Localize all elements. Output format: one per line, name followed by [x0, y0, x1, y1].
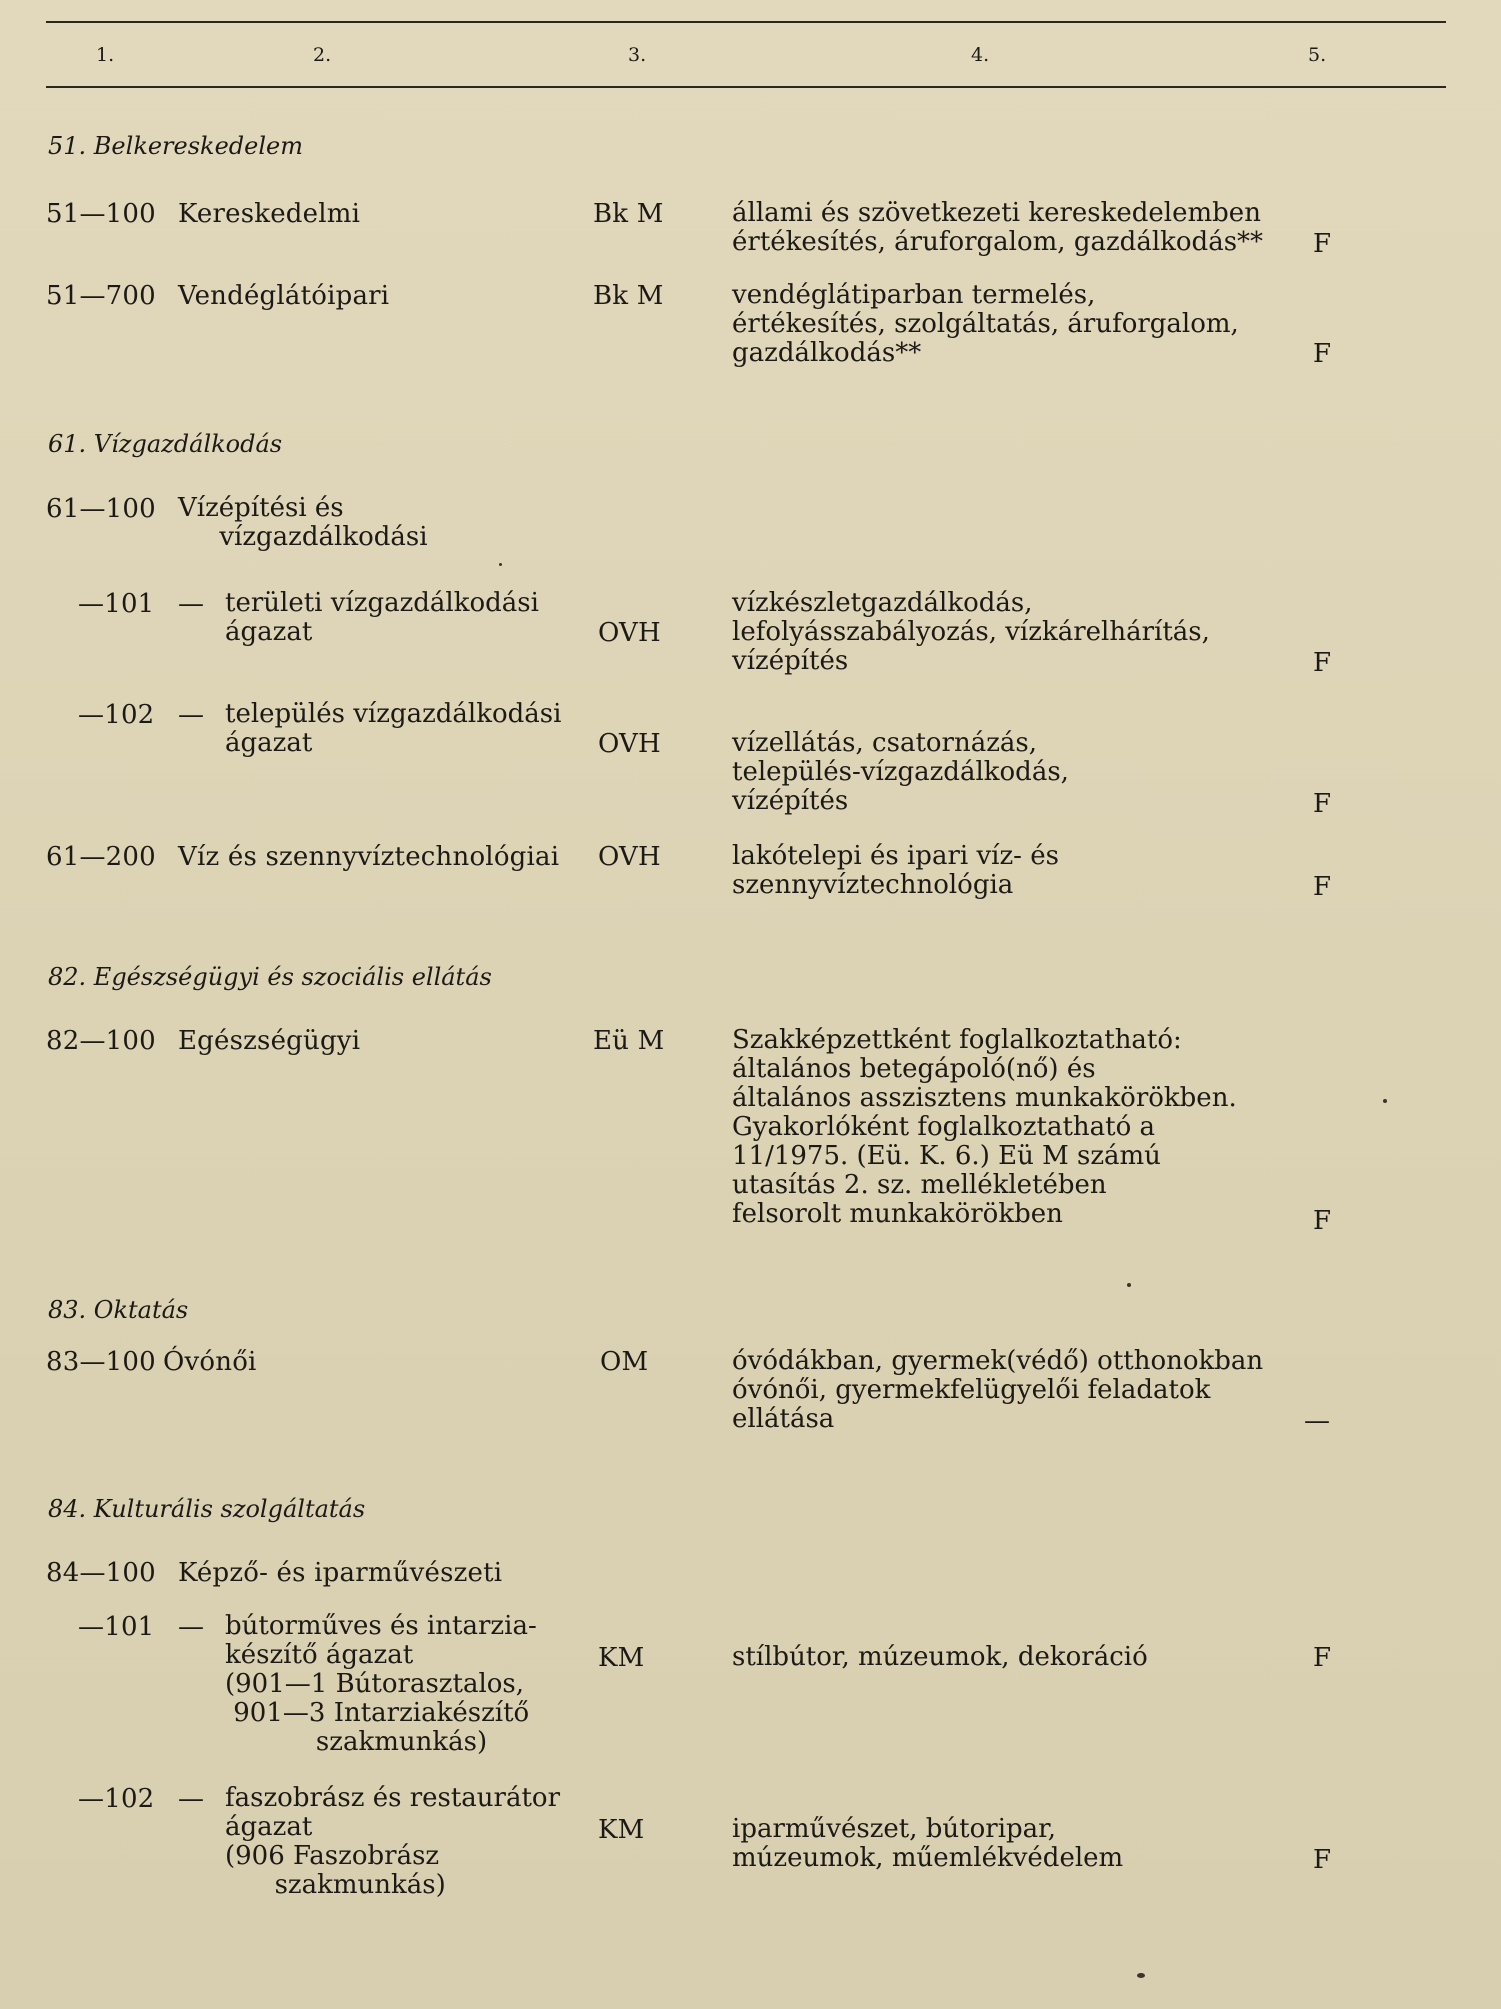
row-ministry: OM [600, 1347, 649, 1377]
row-description: iparművészet, bútoripar, múzeumok, műemlékvédelem [732, 1814, 1124, 1873]
row-name: Kereskedelmi [178, 199, 361, 229]
section-heading-82: 82. Egészségügyi és szociális ellátás [48, 963, 492, 991]
column-header-1: 1. [96, 44, 115, 66]
row-name: Víz és szennyvíztechnológiai [178, 842, 560, 872]
row-mark: F [1313, 1643, 1332, 1673]
row-name: Óvónői [163, 1347, 257, 1377]
row-ministry: Bk M [593, 199, 664, 229]
row-code: 84—100 [46, 1558, 156, 1588]
row-dash: — [178, 700, 205, 730]
row-code: —102 [78, 700, 155, 730]
row-description: vendéglátiparban termelés, értékesítés, szolgáltatás, áruforgalom, gazdálkodás** [732, 280, 1239, 368]
row-description: Szakképzettként foglalkoztatható: általános betegápoló(nő) és általános asszisztens munkakörökben. Gyakorlóként foglalkoztatható a 11/1975. (Eü. K. 6.) Eü M számú utasítás 2. sz. mellékletében felsorolt munkakörökben [732, 1025, 1237, 1229]
row-ministry: KM [598, 1815, 645, 1845]
row-ministry: OVH [598, 729, 661, 759]
header-bottom-rule [46, 86, 1446, 88]
row-code: —102 [78, 1784, 155, 1814]
row-ministry: OVH [598, 842, 661, 872]
column-header-2: 2. [313, 44, 332, 66]
row-code: 51—100 [46, 199, 156, 229]
scan-speck [499, 563, 502, 566]
row-ministry: OVH [598, 618, 661, 648]
row-description: óvódákban, gyermek(védő) otthonokban óvónői, gyermekfelügyelői feladatok ellátása [732, 1346, 1264, 1434]
column-header-5: 5. [1308, 44, 1327, 66]
row-mark: F [1313, 872, 1332, 902]
row-mark: F [1313, 648, 1332, 678]
section-heading-83: 83. Oktatás [48, 1296, 189, 1324]
section-heading-51: 51. Belkereskedelem [48, 132, 303, 160]
row-code: 82—100 [46, 1026, 156, 1056]
row-ministry: Bk M [593, 281, 664, 311]
column-header-4: 4. [971, 44, 990, 66]
row-ministry: KM [598, 1643, 645, 1673]
row-code: —101 [78, 589, 155, 619]
row-mark: F [1313, 339, 1332, 369]
row-mark: F [1313, 1845, 1332, 1875]
column-header-3: 3. [628, 44, 647, 66]
row-name: település vízgazdálkodási ágazat [225, 699, 562, 758]
row-mark: F [1313, 229, 1332, 259]
scan-speck [1137, 1973, 1145, 1978]
row-description: lakótelepi és ipari víz- és szennyvíztechnológia [732, 841, 1059, 900]
row-mark: F [1313, 789, 1332, 819]
row-description: vízkészletgazdálkodás, lefolyásszabályozás, vízkárelhárítás, vízépítés [732, 588, 1210, 676]
row-name: faszobrász és restaurátor ágazat (906 Faszobrász szakmunkás) [225, 1783, 561, 1900]
row-code: 61—200 [46, 842, 156, 872]
scan-speck [1127, 1283, 1131, 1287]
scan-speck [1383, 1099, 1387, 1103]
section-heading-61: 61. Vízgazdálkodás [48, 430, 283, 458]
section-heading-84: 84. Kulturális szolgáltatás [48, 1495, 366, 1523]
row-code: 83—100 [46, 1347, 156, 1377]
row-name: Vendéglátóipari [178, 281, 390, 311]
row-name: területi vízgazdálkodási ágazat [225, 588, 539, 647]
row-dash: — [178, 589, 205, 619]
row-dash: — [178, 1784, 205, 1814]
row-code: 61—100 [46, 494, 156, 524]
top-rule [46, 21, 1446, 23]
row-mark: F [1313, 1206, 1332, 1236]
row-name: bútorműves és intarzia- készítő ágazat (901—1 Bútorasztalos, 901—3 Intarziakészítő szakmunkás) [225, 1611, 537, 1757]
row-code: —101 [78, 1612, 155, 1642]
row-mark: — [1304, 1406, 1331, 1436]
row-name: Vízépítési és vízgazdálkodási [178, 493, 428, 552]
row-name: Képző- és iparművészeti [178, 1558, 503, 1588]
row-description: állami és szövetkezeti kereskedelemben értékesítés, áruforgalom, gazdálkodás** [732, 198, 1264, 257]
row-name: Egészségügyi [178, 1026, 361, 1056]
row-description: vízellátás, csatornázás, település-vízgazdálkodás, vízépítés [732, 728, 1069, 816]
row-ministry: Eü M [593, 1026, 665, 1056]
row-code: 51—700 [46, 281, 156, 311]
row-dash: — [178, 1612, 205, 1642]
row-description: stílbútor, múzeumok, dekoráció [732, 1642, 1148, 1672]
